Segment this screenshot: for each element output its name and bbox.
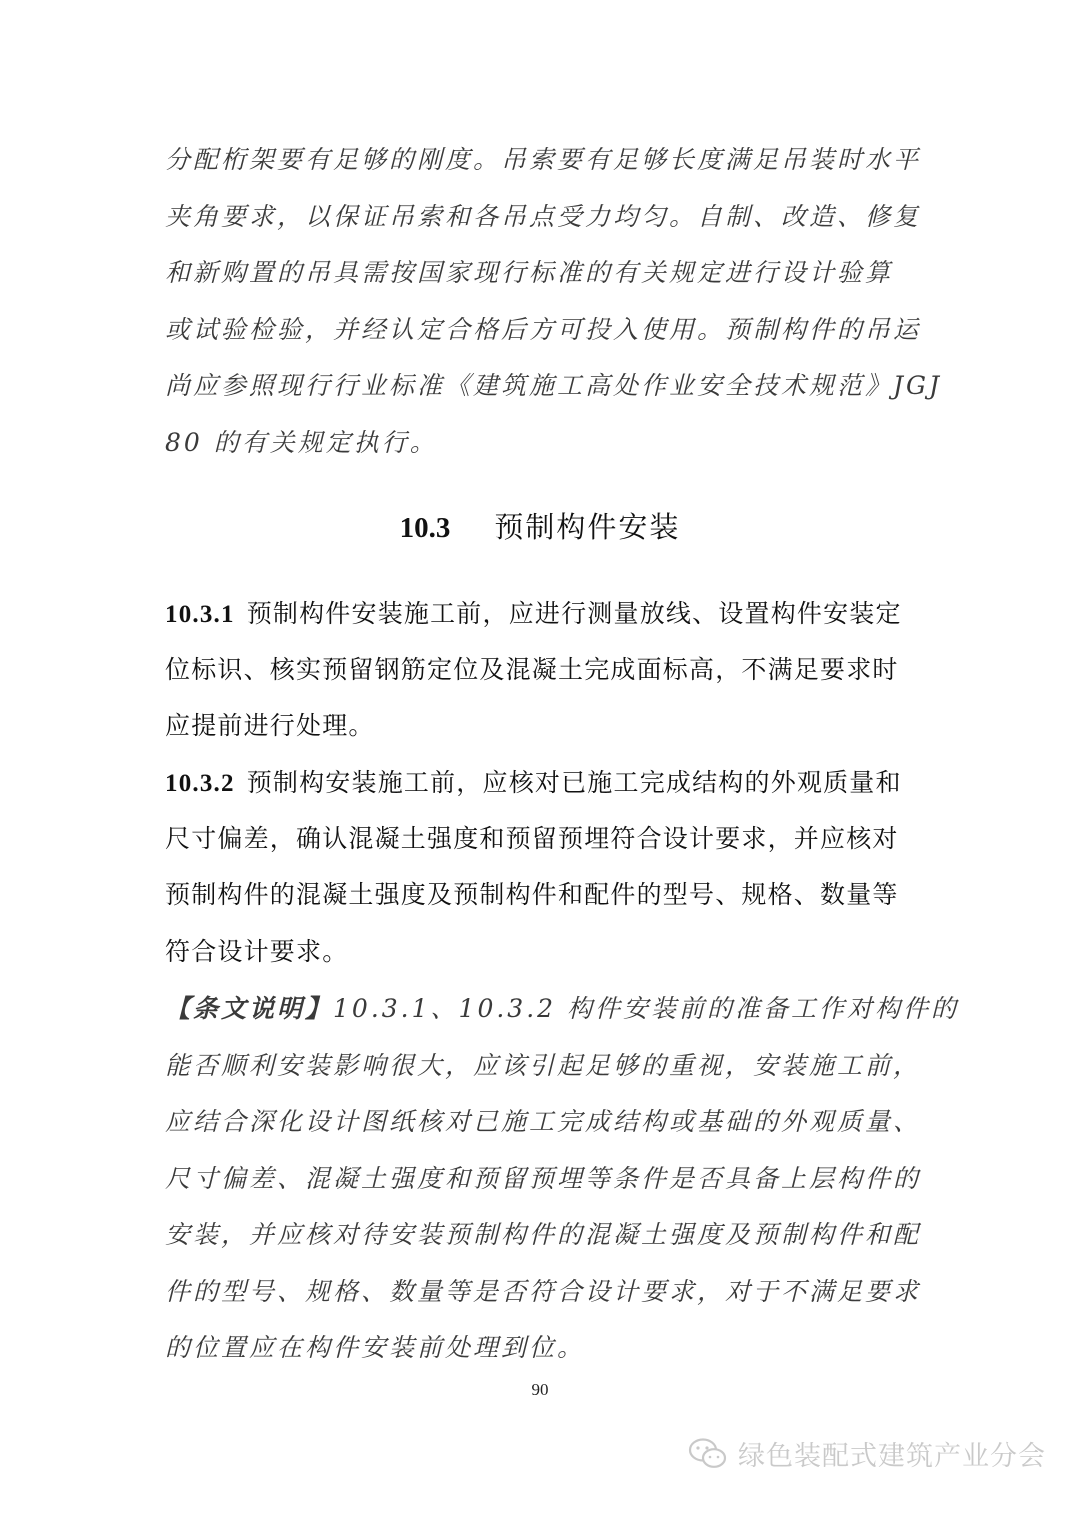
clause-line: 尺寸偏差，确认混凝土强度和预留预埋符合设计要求，并应核对 bbox=[165, 824, 899, 853]
clause-first-line bbox=[165, 766, 902, 801]
commentary-line: 应结合深化设计图纸核对已施工完成结构或基础的外观质量、 bbox=[165, 1107, 922, 1136]
intro-line: 夹角要求，以保证吊索和各吊点受力均匀。自制、改造、修复 bbox=[165, 202, 922, 231]
commentary-line: 件的型号、规格、数量等是否符合设计要求，对于不满足要求 bbox=[165, 1277, 922, 1306]
clause-first-line bbox=[165, 597, 902, 632]
intro-line: 尚应参照现行行业标准《建筑施工高处作业安全技术规范》JGJ bbox=[165, 371, 943, 400]
commentary-text: 10.3.1、10.3.2 构件安装前的准备工作对构件的 bbox=[333, 994, 959, 1023]
commentary-line: 安装，并应核对待安装预制构件的混凝土强度及预制构件和配 bbox=[165, 1220, 922, 1249]
commentary-line: 能否顺利安装影响很大，应该引起足够的重视，安装施工前， bbox=[165, 1051, 922, 1080]
section-title: 预制构件安装 bbox=[494, 510, 681, 544]
watermark bbox=[688, 1434, 1046, 1473]
intro-line: 80 的有关规定执行。 bbox=[165, 428, 438, 457]
intro-line: 或试验检验，并经认定合格后方可投入使用。预制构件的吊运 bbox=[165, 315, 922, 344]
intro-line: 分配桁架要有足够的刚度。吊索要有足够长度满足吊装时水平 bbox=[165, 145, 922, 174]
clause-text: 预制构件安装施工前，应进行测量放线、设置构件安装定 bbox=[246, 599, 902, 628]
section-heading bbox=[0, 508, 1080, 547]
clause-text: 预制构安装施工前，应核对已施工完成结构的外观质量和 bbox=[246, 768, 902, 797]
clause-number: 10.3.1 bbox=[165, 601, 235, 628]
clause-number: 10.3.2 bbox=[165, 770, 235, 797]
watermark-text: 绿色装配式建筑产业分会 bbox=[738, 1441, 1046, 1472]
clause-line: 符合设计要求。 bbox=[165, 937, 349, 966]
commentary-line: 尺寸偏差、混凝土强度和预留预埋等条件是否具备上层构件的 bbox=[165, 1164, 922, 1193]
section-number: 10.3 bbox=[399, 512, 451, 544]
commentary-first-line bbox=[165, 992, 959, 1026]
page-number: 90 bbox=[531, 1380, 549, 1399]
clause-line: 应提前进行处理。 bbox=[165, 711, 375, 740]
clause-line: 位标识、核实预留钢筋定位及混凝土完成面标高，不满足要求时 bbox=[165, 655, 899, 684]
commentary-tag: 【条文说明】 bbox=[165, 994, 334, 1023]
clause-line: 预制构件的混凝土强度及预制构件和配件的型号、规格、数量等 bbox=[165, 880, 899, 909]
wechat-icon bbox=[688, 1437, 728, 1471]
commentary-line: 的位置应在构件安装前处理到位。 bbox=[165, 1333, 586, 1362]
intro-line: 和新购置的吊具需按国家现行标准的有关规定进行设计验算 bbox=[165, 258, 894, 287]
